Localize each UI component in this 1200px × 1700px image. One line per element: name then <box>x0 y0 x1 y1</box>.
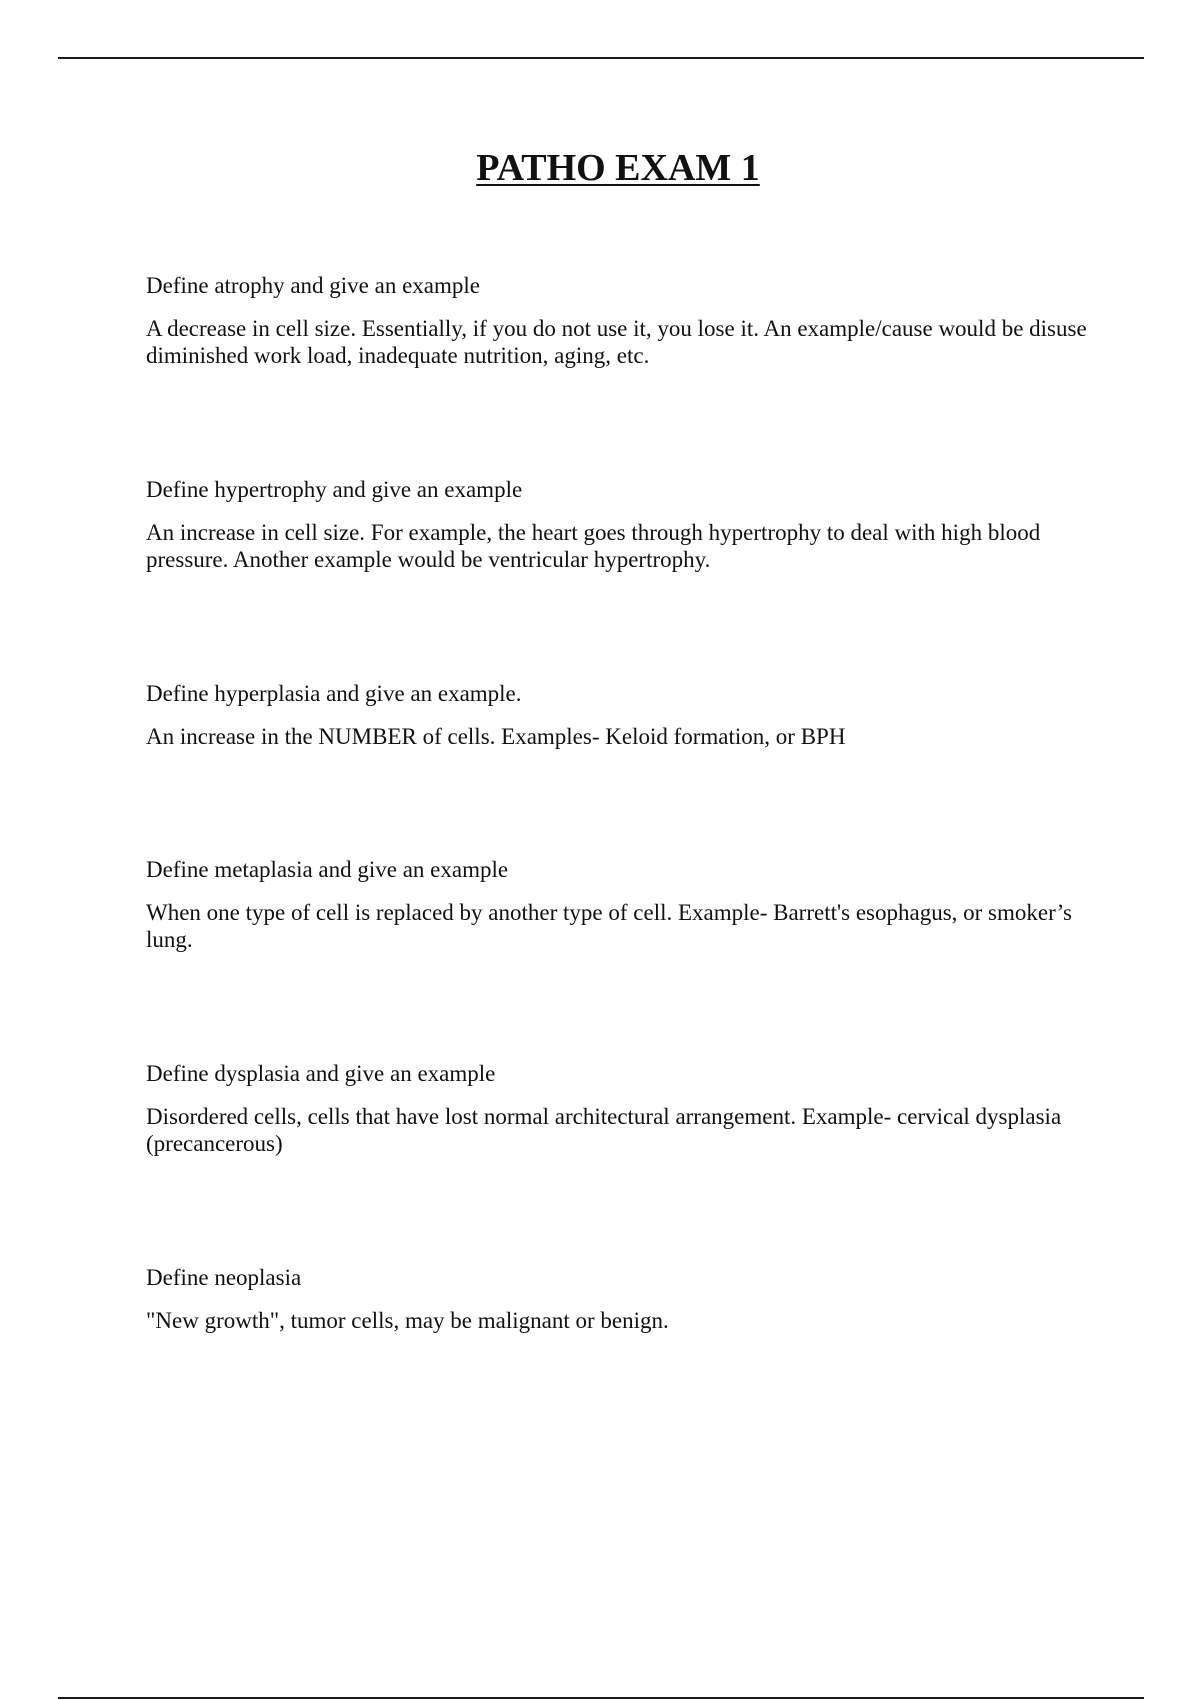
top-rule <box>58 57 1144 59</box>
question-text: Define hypertrophy and give an example <box>146 477 523 502</box>
answer-text: An increase in cell size. For example, the heart goes through hypertrophy to deal with high blood pressure. Another example would be ventricular hypertrophy. <box>146 520 1041 572</box>
qa-item-hyperplasia <box>146 680 1106 750</box>
qa-item-metaplasia <box>146 856 1106 953</box>
answer-text: "New growth", tumor cells, may be malignant or benign. <box>146 1308 669 1333</box>
question-text: Define atrophy and give an example <box>146 273 481 298</box>
question-text: Define neoplasia <box>146 1265 302 1290</box>
qa-item-dysplasia <box>146 1060 1106 1157</box>
qa-item-atrophy <box>146 272 1106 369</box>
question-text: Define hyperplasia and give an example. <box>146 681 522 706</box>
qa-item-hypertrophy <box>146 476 1106 573</box>
answer-text: When one type of cell is replaced by another type of cell. Example- Barrett's esophagus, or smoker’s lung. <box>146 900 1072 952</box>
answer-text: A decrease in cell size. Essentially, if you do not use it, you lose it. An example/cause would be disuse diminished work load, inadequate nutrition, aging, etc. <box>146 316 1087 368</box>
answer-text: Disordered cells, cells that have lost normal architectural arrangement. Example- cervical dysplasia (precancerous) <box>146 1104 1062 1156</box>
bottom-rule <box>58 1697 1144 1699</box>
page-title <box>0 146 1200 190</box>
question-text: Define dysplasia and give an example <box>146 1061 496 1086</box>
page-title-text: PATHO EXAM 1 <box>476 147 760 189</box>
answer-text: An increase in the NUMBER of cells. Examples- Keloid formation, or BPH <box>146 724 846 749</box>
qa-item-neoplasia <box>146 1264 1106 1334</box>
question-text: Define metaplasia and give an example <box>146 857 509 882</box>
